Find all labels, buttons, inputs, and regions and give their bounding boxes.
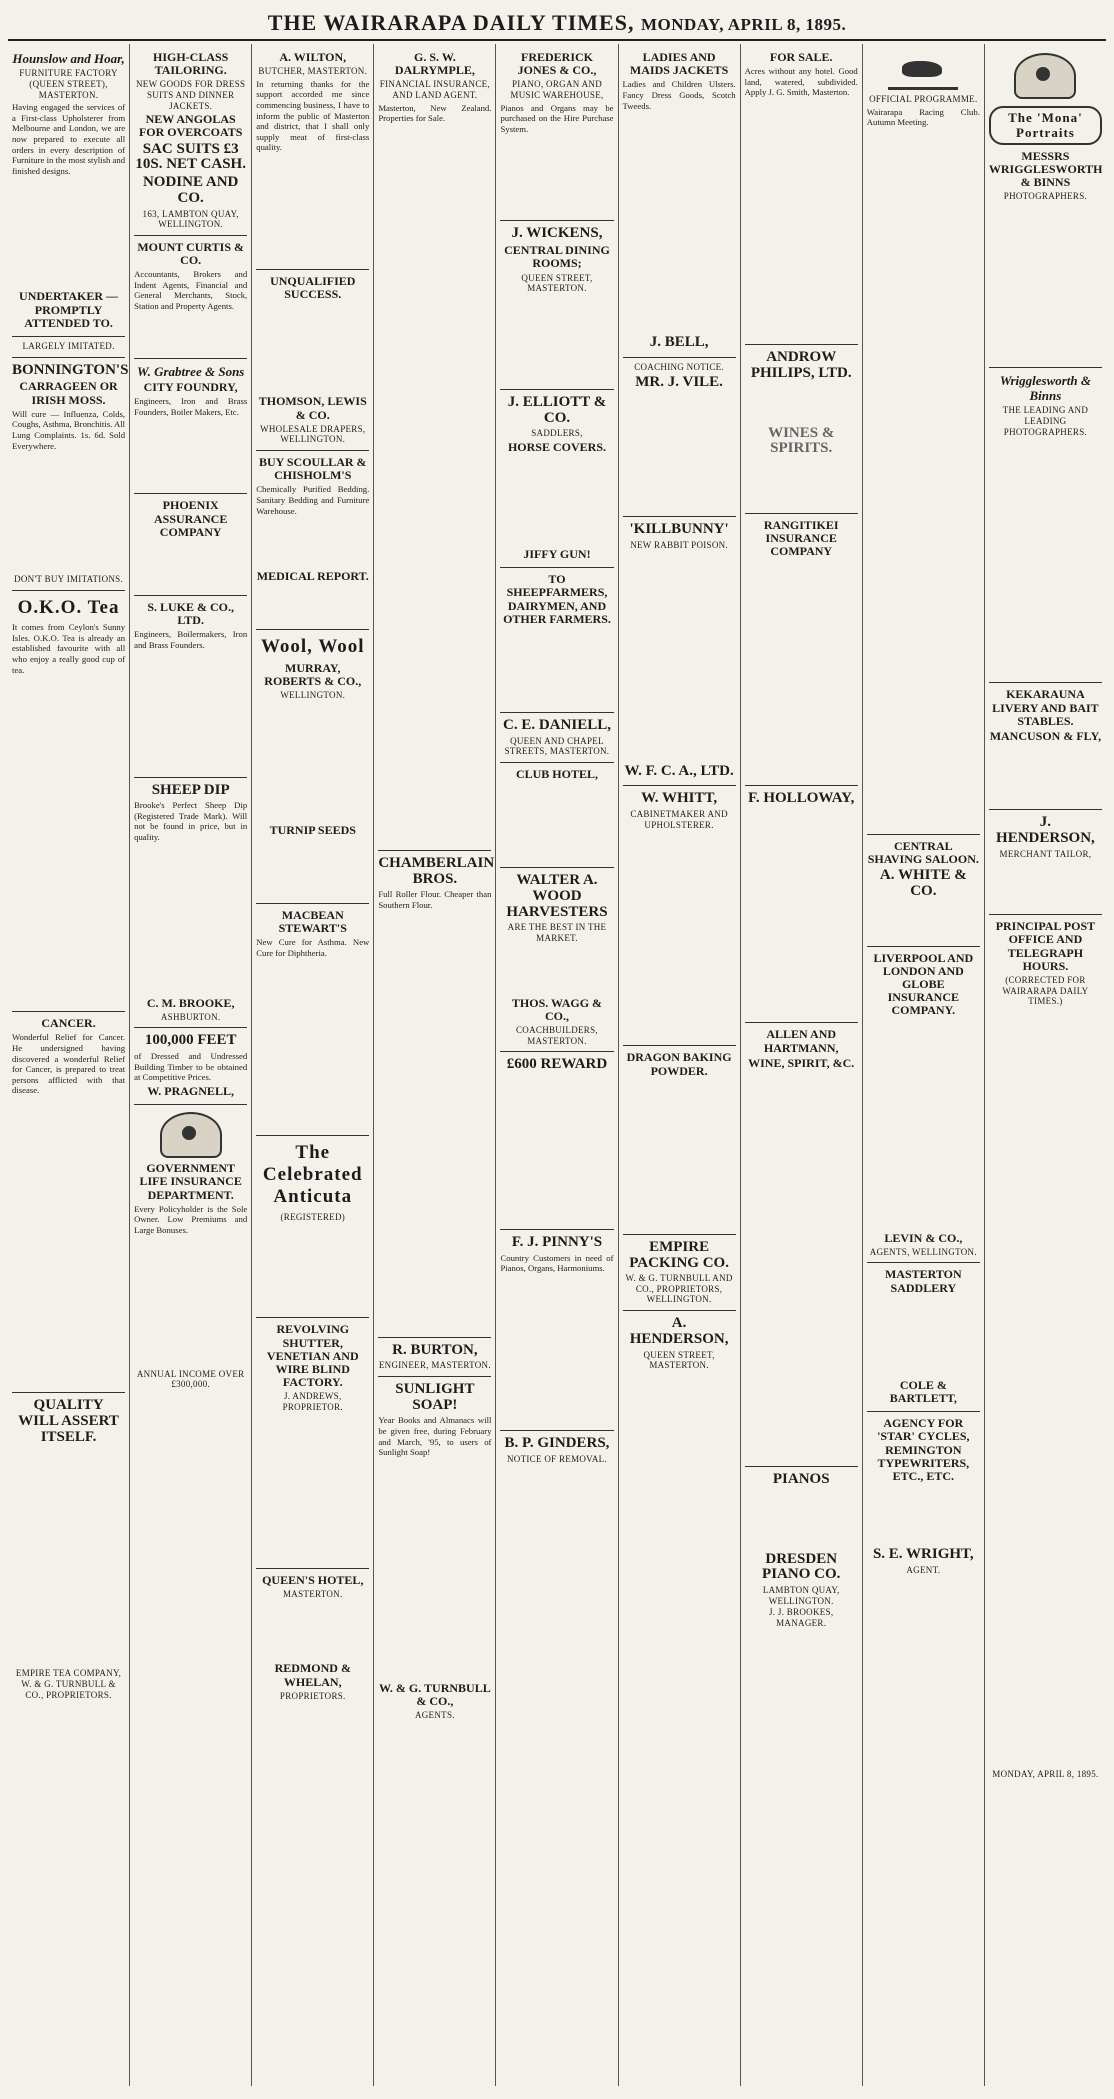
ad-spacer (500, 783, 613, 863)
ad-spacer (12, 453, 125, 573)
ad-spacer (12, 1098, 125, 1388)
ad-spacer (989, 1008, 1102, 1768)
newspaper-title: THE WAIRARAPA DAILY TIMES, MONDAY, APRIL 8, 1895. (267, 10, 847, 35)
ad-spacer (378, 126, 491, 846)
ad-title: MACBEAN STEWART'S (278, 908, 347, 936)
ad-body: Year Books and Almanacs will be given free, during February and March, '95, to users of Sunlight Soap! (378, 1415, 492, 1458)
ad-title: AGENCY FOR 'STAR' CYCLES, REMINGTON TYPEWRITERS, ETC., ETC. (877, 1416, 970, 1483)
ad-wickens (500, 221, 613, 389)
ad-wilton (256, 46, 369, 270)
ad-title: A. WILTON, (279, 50, 347, 64)
ad-spacer (989, 745, 1102, 805)
ad-dalrymple (378, 46, 491, 851)
ad-reward (500, 1052, 613, 1230)
column-3 (252, 44, 374, 2086)
ad-name: W. F. C. A., LTD. (624, 762, 734, 779)
ad-spacer (256, 585, 369, 625)
ad-rangitikei (745, 514, 858, 786)
ad-spacer (623, 1080, 736, 1230)
ad-body: QUEEN STREET, MASTERTON. (521, 272, 593, 294)
ad-title: F. HOLLOWAY, (748, 789, 855, 806)
ad-line: TURNIP SEEDS (269, 822, 356, 837)
ad-spacer (989, 438, 1102, 678)
ad-name: W. & G. TURNBULL & CO., (379, 1680, 491, 1709)
ad-title: ANDROW PHILIPS, LTD. (750, 349, 852, 381)
ad-subtitle: CABINETMAKER AND UPHOLSTERER. (630, 809, 728, 830)
ad-shaving-saloon (867, 835, 980, 947)
ad-elliott (500, 390, 613, 568)
ad-club-hotel (500, 763, 613, 868)
ad-holloway (745, 786, 858, 1024)
ad-spacer (745, 459, 858, 509)
ad-spacer (256, 839, 369, 899)
ad-subtitle: ENGINEER, MASTERTON. (378, 1360, 491, 1371)
column-2 (130, 44, 252, 2086)
ad-spacer (256, 1414, 369, 1564)
ad-title: RANGITIKEI INSURANCE COMPANY (763, 518, 839, 559)
ad-name: J. BELL, (649, 334, 709, 351)
ad-name: REDMOND & WHELAN, (274, 1661, 351, 1689)
ad-title: DRAGON BAKING POWDER. (626, 1050, 732, 1078)
ad-subtitle: NEW RABBIT POISON. (630, 540, 729, 551)
ad-title: UNQUALIFIED SUCCESS. (270, 274, 356, 302)
ad-spacer (12, 1447, 125, 1667)
ad-body: Will cure — Influenza, Colds, Coughs, Asthma, Bronchitis. All Lung Complaints. 1s. 6d. Sold Everywhere. (12, 408, 126, 451)
ad-title: ALLEN AND HARTMANN, (763, 1027, 839, 1055)
ad-footer: EMPIRE TEA COMPANY, W. & G. TURNBULL & CO., PROPRIETORS. (15, 1668, 122, 1700)
ad-spacer (500, 1276, 613, 1426)
ad-androw-philips (745, 345, 858, 514)
ad-body: Acres without any hotel. Good land, watered, subdivided. Apply J. G. Smith, Masterton. (744, 66, 858, 98)
ad-spacer (867, 130, 980, 830)
ad-subtitle: SADDLERS, (531, 428, 583, 439)
ad-title: FOR SALE. (769, 50, 833, 64)
ad-subtitle: ASHBURTON. (160, 1011, 221, 1022)
ad-title: PRINCIPAL POST OFFICE AND TELEGRAPH HOURS. (995, 919, 1096, 973)
ad-title: KEKARAUNA LIVERY AND BAIT STABLES. (992, 687, 1099, 728)
ad-bonningtons (12, 358, 129, 591)
ad-harvesters (500, 868, 613, 1052)
ad-subtitle: COACHBUILDERS, MASTERTON. (516, 1025, 598, 1046)
ad-title: LADIES AND MAIDS JACKETS (629, 50, 729, 78)
ad-footer: UNDERTAKER — PROMPTLY ATTENDED TO. (19, 289, 119, 330)
ad-pinny (500, 1230, 613, 1431)
ad-tailoring (134, 46, 247, 236)
ad-phoenix (134, 494, 247, 596)
ad-body: PHOTOGRAPHERS. (1003, 191, 1088, 202)
ad-spacer (867, 1020, 980, 1230)
ad-title: J. ELLIOTT & CO. (507, 393, 607, 426)
ad-spacer (256, 303, 369, 393)
ad-spacer (134, 314, 247, 354)
ad-body: Country Customers in need of Pianos, Organs, Harmoniums. (500, 1252, 614, 1274)
ad-spacer (134, 845, 247, 995)
ad-mona-portraits (989, 46, 1102, 368)
ad-sheep-dip (134, 778, 247, 1029)
ad-body: Wonderful Relief for Cancer. He undersigned having discovered a wonderful Relief for Cancer, is prepared to treat persons afflicted with that disease. (12, 1032, 126, 1096)
ad-government-life (134, 1105, 247, 1395)
ad-spacer (745, 561, 858, 781)
ad-body: Chemically Purified Bedding. Sanitary Bedding and Furniture Warehouse. (256, 484, 370, 516)
ad-name: J. J. BROOKES, MANAGER. (768, 1607, 834, 1628)
ad-vile (623, 358, 736, 517)
ad-subtitle: WELLINGTON. (280, 690, 346, 701)
ad-subtitle: PIANO, ORGAN AND MUSIC WAREHOUSE, (510, 79, 604, 100)
ad-price: SAC SUITS £3 10S. NET CASH. (135, 140, 246, 173)
ad-spacer (989, 203, 1102, 363)
horse-icon (888, 53, 958, 90)
ad-title: LARGELY IMITATED. (22, 340, 115, 351)
ad-title: WALTER A. WOOD HARVESTERS (506, 872, 608, 920)
ad-title: EMPIRE PACKING CO. (629, 1238, 729, 1271)
ad-title: CLUB HOTEL, (515, 766, 598, 781)
ad-subtitle: AGENT. (906, 1564, 941, 1575)
ad-subtitle: WHOLESALE DRAPERS, WELLINGTON. (260, 423, 366, 445)
ad-subtitle: BUTCHER, MASTERTON. (258, 66, 368, 77)
ad-columns (8, 44, 1106, 2086)
ad-spacer (623, 392, 736, 512)
ad-body: Full Roller Flour. Cheaper than Southern Flour. (378, 889, 492, 910)
ad-killbunny (623, 517, 736, 786)
ad-mount-curtis (134, 236, 247, 359)
ad-subtitle: CITY FOUNDRY, (143, 379, 238, 394)
ad-name: A. WHITE & CO. (879, 867, 967, 899)
ad-title: The 'Mona' Portraits (989, 106, 1102, 145)
ad-title: Hounslow and Hoar, (12, 51, 125, 66)
ad-subtitle: CENTRAL DINING ROOMS; (504, 243, 610, 271)
ad-body: WINE, SPIRIT, &C. (748, 1055, 855, 1070)
ad-grabtree (134, 359, 247, 495)
ad-whitt (623, 786, 736, 1046)
ad-body: Ladies and Children Ulsters. Fancy Dress Goods, Scotch Tweeds. (622, 79, 736, 111)
ad-body: Engineers, Boilermakers, Iron and Brass Founders. (134, 629, 248, 650)
ad-spacer (745, 384, 858, 424)
ad-title: Wrigglesworth & Binns (999, 372, 1091, 404)
ad-title: MOUNT CURTIS & CO. (137, 239, 245, 267)
ad-title: O.K.O. Tea (17, 596, 120, 618)
ad-subtitle: MEDICAL REPORT. (256, 569, 369, 584)
ad-line: JIFFY GUN! (523, 547, 591, 562)
ad-burton (378, 1338, 491, 1377)
ad-line: WINES & SPIRITS. (768, 424, 835, 457)
ad-title: GOVERNMENT LIFE INSURANCE DEPARTMENT. (139, 1161, 242, 1202)
ad-footer: ANNUAL INCOME OVER £300,000. (136, 1368, 245, 1390)
column-7 (741, 44, 863, 2086)
ad-title: CENTRAL SHAVING SALOON. (867, 838, 979, 867)
ad-empire-packing (623, 1235, 736, 1311)
ad-jackets (623, 46, 736, 358)
ad-subtitle: MESSRS WRIGGLESWORTH & BINNS (988, 148, 1103, 190)
ad-title: SUNLIGHT SOAP! (395, 1380, 475, 1413)
ad-spacer (256, 702, 369, 822)
ad-unqualified (256, 270, 369, 451)
ad-anticuta (256, 1136, 369, 1319)
ad-spacer (12, 677, 125, 1007)
ad-title: G. S. W. DALRYMPLE, (394, 50, 475, 78)
ad-macbean (256, 904, 369, 1136)
ad-title: DRESDEN PIANO CO. (762, 1550, 841, 1583)
ad-name: MANCUSON & FLY, (989, 728, 1102, 743)
ad-title: J. HENDERSON, (996, 814, 1095, 846)
column-9 (985, 44, 1106, 2086)
ad-dresden-piano (745, 1467, 858, 1634)
ad-body: Masterton, New Zealand. Properties for Sale. (378, 102, 492, 124)
ad-body: ARE THE BEST IN THE MARKET. (507, 922, 607, 944)
ad-body: Wairarapa Racing Club. Autumn Meeting. (866, 106, 980, 128)
ad-subtitle: AGENTS, WELLINGTON. (869, 1246, 977, 1257)
ad-name: THOMSON, LEWIS & CO. (258, 394, 367, 422)
ad-post-office-hours (989, 915, 1102, 1784)
ad-title: J. WICKENS, (511, 225, 603, 242)
ad-timber (134, 1028, 247, 1105)
ad-spacer (500, 136, 613, 216)
ad-liverpool-insurance (867, 947, 980, 1264)
ad-henderson-tailor (989, 810, 1102, 915)
ad-shutter-factory (256, 1318, 369, 1568)
ad-wrigglesworth (989, 368, 1102, 683)
ad-subtitle: MASTERTON. (282, 1588, 343, 1599)
ad-oko-tea (12, 591, 125, 1012)
ad-spacer (256, 1600, 369, 1660)
ad-footer: MONDAY, APRIL 8, 1895. (992, 1768, 1099, 1779)
ad-line: NEW ANGOLAS FOR OVERCOATS (138, 112, 243, 140)
ad-name: NODINE AND CO. (142, 174, 239, 206)
ad-spacer (134, 653, 247, 773)
ad-spacer (500, 295, 613, 385)
ad-address: 163, LAMBTON QUAY, WELLINGTON. (142, 208, 239, 230)
ad-spacer (745, 1072, 858, 1462)
ad-body: Having engaged the services of a First-class Upholsterer from Melbourne and London, we are now prepared to execute all orders in every description of Furniture in the most stylish and finished designs. (12, 102, 126, 176)
ad-subtitle: COACHING NOTICE. (634, 361, 724, 372)
ad-subtitle: NEW GOODS FOR DRESS SUITS AND DINNER JACKETS. (136, 79, 246, 111)
ad-name: C. M. BROOKE, (146, 995, 235, 1010)
ad-title: CHAMBERLAIN BROS. (378, 854, 495, 887)
ad-title: 'KILLBUNNY' (629, 521, 729, 538)
ad-body: Pianos and Organs may be purchased on the Hire Purchase System. (500, 102, 614, 134)
ad-star-cycles (867, 1412, 980, 1580)
column-8 (863, 44, 985, 2086)
ad-spacer (745, 808, 858, 1018)
ad-title: The Celebrated Anticuta (262, 1141, 363, 1208)
ad-subtitle: FURNITURE FACTORY (QUEEN STREET), MASTERTON. (19, 68, 118, 100)
ad-title: Wool, Wool (260, 636, 365, 658)
ad-daniell (500, 713, 613, 763)
ad-title: R. BURTON, (392, 1341, 478, 1358)
ad-spacer (378, 913, 491, 1333)
ad-name: LEVIN & CO., (884, 1230, 963, 1245)
ad-subtitle: FINANCIAL INSURANCE, AND LAND AGENT. (379, 79, 490, 100)
ad-subtitle: CARRAGEEN OR IRISH MOSS. (19, 379, 118, 407)
ad-spacer (378, 1460, 491, 1680)
ad-name: W. PRAGNELL, (147, 1084, 234, 1099)
ad-title: OFFICIAL PROGRAMME. (869, 94, 978, 104)
ad-title: QUALITY WILL ASSERT ITSELF. (18, 1397, 119, 1445)
ad-title: FREDERICK JONES & CO., (517, 50, 597, 78)
ad-scoullar (256, 451, 369, 630)
ad-spacer (623, 552, 736, 762)
ad-subtitle: (CORRECTED FOR WAIRARAPA DAILY TIMES.) (1002, 974, 1089, 1007)
ad-title: 100,000 FEET (144, 1032, 237, 1049)
ad-title: LIVERPOOL AND LONDON AND GLOBE INSURANCE COMPANY. (873, 950, 974, 1018)
ad-livery-stables (989, 683, 1102, 810)
ad-footer: PROPRIETORS. (279, 1690, 346, 1701)
ad-spacer (867, 902, 980, 942)
ad-title: PHOENIX ASSURANCE COMPANY (153, 498, 228, 539)
ad-title: F. J. PINNY'S (511, 1233, 603, 1250)
ad-title: BUY SCOULLAR & CHISHOLM'S (258, 455, 367, 483)
ad-title: BONNINGTON'S (12, 361, 129, 378)
ad-chamberlain (378, 851, 495, 1338)
issue-date: MONDAY, APRIL 8, 1895. (640, 15, 847, 34)
ad-spacer (134, 1238, 247, 1368)
ad-spacer (500, 945, 613, 995)
ad-spacer (256, 518, 369, 568)
ad-cancer (12, 1012, 125, 1393)
ad-spacer (256, 155, 369, 265)
masthead (8, 6, 1106, 41)
column-5 (496, 44, 618, 2086)
ad-sunlight-soap (378, 1377, 491, 1726)
ad-spacer (500, 1075, 613, 1225)
ad-title: QUEEN'S HOTEL, (262, 1572, 364, 1587)
ad-for-sale (745, 46, 858, 345)
ad-title: HIGH-CLASS TAILORING. (152, 50, 229, 78)
ad-body: Engineers, Iron and Brass Founders, Boiler Makers, Etc. (134, 396, 248, 417)
ad-name: S. E. WRIGHT, (872, 1546, 974, 1563)
ad-title: W. WHITT, (641, 790, 718, 807)
ad-saddlery (867, 1263, 980, 1412)
ad-spacer (623, 113, 736, 333)
ad-subtitle: (REGISTERED) (280, 1211, 346, 1222)
ad-frederick-jones (500, 46, 613, 221)
ad-body: Accountants, Brokers and Indent Agents, Financial and General Merchants, Stock, Station and Property Agents. (134, 269, 248, 311)
ad-footer: AGENTS. (414, 1710, 455, 1721)
ad-spacer (256, 1223, 369, 1313)
ad-title: MR. J. VILE. (635, 373, 723, 390)
ad-title: S. LUKE & CO., LTD. (147, 599, 234, 628)
ad-subtitle: W. & G. TURNBULL AND CO., PROPRIETORS, WELLINGTON. (625, 1273, 733, 1305)
ad-body: Every Policyholder is the Sole Owner. Low Premiums and Large Bonuses. (134, 1203, 248, 1236)
ad-spacer (134, 541, 247, 591)
ad-spacer (256, 961, 369, 1131)
ad-footer: DON'T BUY IMITATIONS. (14, 574, 124, 585)
ad-henderson (623, 1311, 736, 1466)
ad-sheepfarmers (500, 568, 613, 713)
ad-body: QUEEN STREET, MASTERTON. (643, 1349, 715, 1371)
ad-spacer (745, 1490, 858, 1550)
ad-body: of Dressed and Undressed Building Timber to be obtained at Competitive Prices. (134, 1051, 248, 1083)
ad-title: W. Grabtree & Sons (136, 363, 245, 379)
ad-line: PIANOS (772, 1470, 830, 1487)
ad-spacer (134, 419, 247, 489)
ad-wool (256, 630, 369, 904)
ad-title: MASTERTON SADDLERY (884, 1267, 962, 1295)
ad-hounslow-hoar (12, 46, 125, 337)
ad-name: THOS. WAGG & CO., (511, 995, 603, 1023)
ad-queens-hotel (256, 1569, 369, 1707)
crest-icon (160, 1112, 222, 1158)
ad-spacer (989, 860, 1102, 910)
ad-largely-imitated (12, 337, 125, 358)
ad-spacer (500, 456, 613, 546)
column-6 (619, 44, 741, 2086)
ad-title: A. HENDERSON, (629, 1315, 729, 1347)
ad-dragon (623, 1046, 736, 1234)
ad-quality (12, 1393, 125, 1705)
column-4 (374, 44, 496, 2086)
ad-body: THE LEADING AND LEADING PHOTOGRAPHERS. (1002, 405, 1089, 437)
ad-subtitle: LAMBTON QUAY, WELLINGTON. (762, 1585, 840, 1606)
ad-title: SHEEP DIP (151, 781, 230, 798)
ad-spacer (867, 1485, 980, 1545)
ad-spacer (867, 1297, 980, 1377)
ad-footer: NOTICE OF REMOVAL. (506, 1453, 607, 1464)
ad-body: Brooke's Perfect Sheep Dip (Registered Trade Mark). Will not be found in price, but in quality. (134, 800, 248, 843)
ad-body-filler (12, 178, 125, 288)
ad-spacer (623, 1372, 736, 1462)
ad-name: COLE & BARTLETT, (889, 1377, 957, 1405)
ad-body: HORSE COVERS. (507, 439, 606, 454)
ad-title: REVOLVING SHUTTER, VENETIAN AND WIRE BLIND FACTORY. (266, 1322, 359, 1390)
ad-spacer (500, 628, 613, 708)
ad-subtitle: QUEEN AND CHAPEL STREETS, MASTERTON. (504, 735, 610, 757)
ad-title: TO SHEEPFARMERS, DAIRYMEN, AND OTHER FARMERS. (503, 572, 611, 626)
ad-racing-club (867, 46, 980, 835)
column-1 (8, 44, 130, 2086)
ad-body: New Cure for Asthma. New Cure for Diphtheria. (256, 937, 370, 958)
ad-name: J. ANDREWS, PROPRIETOR. (282, 1391, 343, 1412)
ad-body: It comes from Ceylon's Sunny Isles. O.K.O. Tea is already an established favourite with all who enjoy a really good cup of tea. (12, 622, 126, 675)
ad-name: MURRAY, ROBERTS & CO., (264, 660, 362, 689)
royal-crest-icon (1014, 53, 1076, 99)
ad-title: £600 REWARD (506, 1056, 608, 1073)
ad-ginders (500, 1431, 613, 1469)
ad-spacer (623, 831, 736, 1041)
ad-body: In returning thanks for the support accorded me since commencing business, I have to inform the public of Masterton and district, that I shall only supply meat of first-class quality. (256, 78, 370, 153)
ad-title: B. P. GINDERS, (504, 1434, 610, 1451)
ad-subtitle: MERCHANT TAILOR, (999, 848, 1092, 859)
ad-luke (134, 596, 247, 778)
ad-allen-hartmann (745, 1023, 858, 1467)
ad-title: C. E. DANIELL, (503, 717, 611, 733)
ad-spacer (745, 100, 858, 340)
ad-title: CANCER. (41, 1016, 96, 1031)
